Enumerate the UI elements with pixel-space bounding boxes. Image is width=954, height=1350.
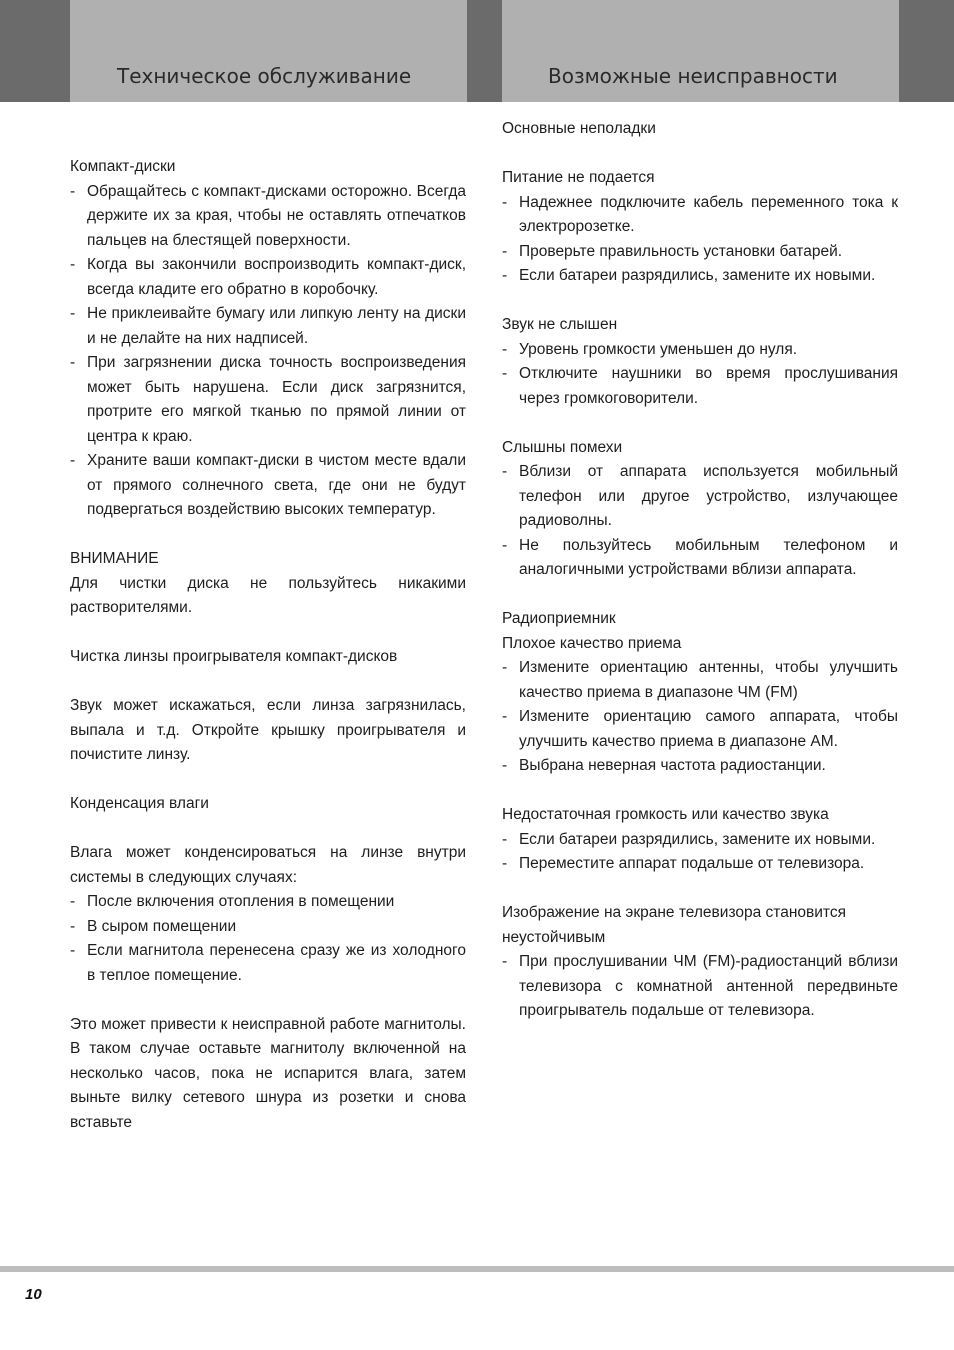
- left-column: [70, 155, 466, 1135]
- header-band-left-edge: [0, 0, 70, 102]
- list-item: - Если батареи разрядились, замените их новыми.: [502, 264, 898, 289]
- volume-list: [502, 828, 898, 877]
- condensation-outro: Это может привести к неисправной работе магнитолы. В таком случае оставьте магнитолу включенной на несколько часов, пока не испарится влага, затем выньте вилку сетевого шнура из розетки и снова вставьте: [70, 1015, 466, 1131]
- cd-heading: Компакт-диски: [70, 158, 176, 175]
- list-item: - Вблизи от аппарата используется мобильный телефон или другое устройство, излучающее радиоволны.: [502, 460, 898, 534]
- left-section-title: Техническое обслуживание: [117, 64, 412, 88]
- page-number: 10: [25, 1286, 42, 1303]
- lens-text: Звук может искажаться, если линза загрязнилась, выпала и т.д. Откройте крышку проигрывателя и почистите линзу.: [70, 697, 466, 763]
- list-item: - При загрязнении диска точность воспроизведения может быть нарушена. Если диск загрязнится, протрите его мягкой тканью по прямой линии от центра к краю.: [70, 351, 466, 449]
- list-item: - Обращайтесь с компакт-дисками осторожно. Всегда держите их за края, чтобы не оставлять отпечатков пальцев на блестящей поверхности.: [70, 180, 466, 254]
- tv-list: [502, 950, 898, 1024]
- sound-heading: Звук не слышен: [502, 316, 618, 333]
- list-item: - Отключите наушники во время прослушивания через громкоговорители.: [502, 362, 898, 411]
- footer-divider: [0, 1266, 954, 1272]
- reception-list: [502, 656, 898, 779]
- condensation-heading: Конденсация влаги: [70, 795, 209, 812]
- list-item: - Храните ваши компакт-диски в чистом месте вдали от прямого солнечного света, где они не будут подвергаться воздействию высоких температур.: [70, 449, 466, 523]
- list-item: - При прослушивании ЧМ (FM)-радиостанций вблизи телевизора с комнатной антенной передвиньте проигрыватель подальше от телевизора.: [502, 950, 898, 1024]
- tv-heading: Изображение на экране телевизора становится неустойчивым: [502, 904, 846, 946]
- radio-heading: Радиоприемник: [502, 610, 616, 627]
- list-item: - После включения отопления в помещении: [70, 890, 466, 915]
- list-item: - Переместите аппарат подальше от телевизора.: [502, 852, 898, 877]
- lens-heading: Чистка линзы проигрывателя компакт-дисков: [70, 648, 398, 665]
- warning-heading: ВНИМАНИЕ: [70, 550, 159, 567]
- list-item: - Измените ориентацию самого аппарата, чтобы улучшить качество приема в диапазоне AM.: [502, 705, 898, 754]
- list-item: - Измените ориентацию антенны, чтобы улучшить качество приема в диапазоне ЧМ (FM): [502, 656, 898, 705]
- list-item: - В сыром помещении: [70, 915, 466, 940]
- list-item: - Выбрана неверная частота радиостанции.: [502, 754, 898, 779]
- condensation-list: [70, 890, 466, 988]
- list-item: - Не приклеивайте бумагу или липкую ленту на диски и не делайте на них надписей.: [70, 302, 466, 351]
- list-item: - Проверьте правильность установки батарей.: [502, 240, 898, 265]
- right-section-title: Возможные неисправности: [548, 64, 838, 88]
- condensation-intro: Влага может конденсироваться на линзе внутри системы в следующих случаях:: [70, 844, 466, 886]
- sound-list: [502, 338, 898, 412]
- reception-heading: Плохое качество приема: [502, 634, 682, 652]
- volume-heading: Недостаточная громкость или качество звука: [502, 806, 829, 823]
- cd-list: [70, 180, 466, 523]
- list-item: - Если магнитола перенесена сразу же из холодного в теплое помещение.: [70, 939, 466, 988]
- header-band-right-edge: [899, 0, 954, 102]
- troubleshooting-heading: Основные неполадки: [502, 120, 656, 137]
- noise-list: [502, 460, 898, 583]
- power-heading: Питание не подается: [502, 169, 655, 186]
- header-band-divider: [467, 0, 502, 102]
- list-item: - Если батареи разрядились, замените их новыми.: [502, 828, 898, 853]
- noise-heading: Слышны помехи: [502, 438, 623, 456]
- list-item: - Когда вы закончили воспроизводить компакт-диск, всегда кладите его обратно в коробочку.: [70, 253, 466, 302]
- list-item: - Уровень громкости уменьшен до нуля.: [502, 338, 898, 363]
- warning-text: Для чистки диска не пользуйтесь никакими растворителями.: [70, 574, 466, 616]
- list-item: - Не пользуйтесь мобильным телефоном и аналогичными устройствами вблизи аппарата.: [502, 534, 898, 583]
- right-column: [502, 117, 898, 1024]
- list-item: - Надежнее подключите кабель переменного тока к электророзетке.: [502, 191, 898, 240]
- power-list: [502, 191, 898, 289]
